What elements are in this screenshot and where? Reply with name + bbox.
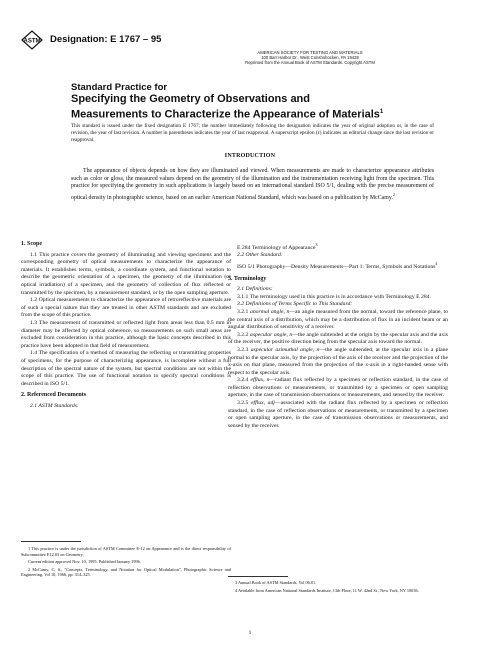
publisher-block: [210, 50, 410, 65]
reference-e284: E 284 Terminology of Appearance$^3$: [237, 242, 318, 251]
footnote-ref[interactable]: 1: [379, 109, 384, 115]
footnote-ref[interactable]: 4: [435, 261, 438, 267]
publisher-line: 100 Barr Harbor Dr., West Conshohocken, PA 19428: [261, 55, 359, 60]
left-column: [21, 241, 231, 410]
svg-text:ASTM: ASTM: [23, 38, 41, 45]
footnote-2: 2 McCamy, C. S., "Concepts, Terminology, and Notation for Optical Modulation", Photographic Science and Engineering, Vol 10, 1966, pp. 314–325.: [21, 566, 231, 578]
reference-iso: ISO 5/1 Photography—Density Measurements—Part 1: Terms, Symbols and Notations$^4$: [237, 261, 438, 270]
footnote-1-edition: Current edition approved Nov. 10, 1995. Published January 1996.: [28, 559, 141, 565]
footnote-divider: [21, 541, 81, 542]
footnote-3: 3 Annual Book of ASTM Standards, Vol 06.01.: [235, 580, 317, 585]
document-title: [71, 82, 451, 122]
astm-logo-icon: [20, 30, 44, 50]
page-number: 1: [248, 630, 252, 636]
paragraph-3-1: 3.1 Definitions:: [237, 286, 273, 293]
paragraph-1-3: 1.3 The measurement of transmitted or reflected light from areas less than 0.5 mm in diameter may be affected by optical coherence, so measurements on such small areas are excluded from consideration in this practice, although the basic concepts described in this practice have been adopted in that field of measurement.: [21, 319, 231, 349]
definition-efflux-noun: 3.2.4 efflux, n—radiant flux reflected by a specimen or reflection standard, in the case of reflection observations or measurements, or transmitted by a specimen or open sampling aperture, in the case of transmission observations or measurements, and sensed by the receiver.: [228, 377, 448, 399]
right-column: [228, 241, 448, 430]
publisher-line: Reprinted from the Annual Book of ASTM Standards. Copyright ASTM: [245, 60, 375, 65]
footnote-4: 4 Available from American National Standards Institute, 13th Floor, 11 W. 42nd St., New York, NY 10036.: [235, 587, 419, 593]
designation: Designation: E 1767 – 95: [50, 34, 162, 45]
publisher-line: AMERICAN SOCIETY FOR TESTING AND MATERIALS: [257, 50, 363, 55]
footnotes-right: [228, 580, 448, 595]
paragraph-1-2: 1.2 Optical measurements to characterize the appearance of retroreflective materials are of such a special nature that they are treated in other ASTM standards and are excluded from the scope of this practice.: [21, 297, 231, 319]
section-heading-terminology: 3. Terminology: [228, 275, 267, 282]
footnote-ref[interactable]: 3: [315, 242, 318, 247]
title-line-1: Standard Practice for: [71, 82, 168, 93]
issue-note: This standard is issued under the fixed designation E 1767; the number immediately following the designation indicates the year of original adoption or, in the case of revision, the year of last revision. A number in parentheses indicates the year of last reapproval. A superscript epsilon (ε) indicates an editorial change since the last revision or reapproval.: [71, 123, 434, 143]
title-line-2: Specifying the Geometry of Observations and: [71, 93, 310, 105]
paragraph-1-4: 1.4 The specification of a method of measuring the reflecting or transmitting properties of specimens, for the purpose of characterizing appearance, is incomplete without a full description of the spectral nature of the system, but spectral conditions are not within the scope of this practice. The use of functional notation to specify spectral conditions is described in ISO 5/1.: [21, 350, 231, 387]
paragraph-3-1-1: 3.1.1 The terminology used in this practice is in accordance with Terminology E 284.: [237, 293, 431, 300]
definition-aspecular-angle: 3.2.2 aspecular angle, n—the angle subtended at the origin by the specular axis and the axis of the receiver, the positive direction being from the specular axis toward the normal.: [228, 331, 448, 346]
section-heading-references: 2. Referenced Documents: [21, 392, 87, 399]
footnote-1: 1 This practice is under the jurisdiction of ASTM Committee E-12 on Appearance and is the direct responsibility of Subcommittee E12.03 on Geometry.: [21, 546, 231, 557]
introduction-heading: INTRODUCTION: [224, 153, 276, 159]
paragraph-2-2: 2.2 Other Standard:: [237, 252, 283, 259]
paragraph-1-1: 1.1 This practice covers the geometry of illuminating and viewing specimens and the corresponding geometry of optical measurements to characterize the appearance of materials. It establishes terms, symbols, a coordinate system, and functional notation to describe the geometric orientation of a specimen, the geometry of the illumination (or optical irradiation) of a specimen, and the geometry of collection of flux reflected or transmitted by the specimen, by a measurement standard, or by the open sampling aperture.: [21, 251, 231, 296]
title-line-3: Measurements to Characterize the Appearance of Materials$^1$: [71, 108, 384, 121]
paragraph-2-1: 2.1 ASTM Standards:: [30, 402, 79, 409]
definition-efflux-adj: 3.2.5 efflux, adj—associated with the radiant flux reflected by a specimen or reflection standard, in the case of reflection observations or measurements, or transmitted by a specimen or open sampling aperture, in the case of transmission observations or measurements, and sensed by the receiver.: [228, 400, 448, 429]
definition-anormal-angle: 3.2.1 anormal angle, n—an angle measured from the normal, toward the reference plane, to the central axis of a distribution, which may be a distribution of flux in an incident beam or an angular distribution of sensitivity of a receiver.: [228, 308, 448, 331]
section-heading-scope: 1. Scope: [21, 241, 42, 247]
paragraph-3-2: 3.2 Definitions of Terms Specific to This Standard:: [237, 301, 353, 308]
footnotes-left: [21, 546, 231, 580]
introduction-text: The appearance of objects depends on how they are illuminated and viewed. When measurements are made to characterize appearance attributes such as color or gloss, the measured values depend on the geometry of the illumination and the instrumentation receiving light from the specimen. This practice for specifying the geometry in such applications is largely based on an international standard ISO 5/1, dealing with the precise measurement of optical density in photographic science, based on an earlier American National Standard, which was based on a publication by McCamy.$^2$: [71, 168, 434, 202]
footnote-divider: [228, 576, 288, 577]
definition-aspecular-azimuthal-angle: 3.2.3 aspecular azimuthal angle, n—the angle subtended, at the specular axis in a plane normal to the specular axis, by the projection of the axis of the receiver and the projection of the x-axis on that plane, measured from the projection of the x-axis in a right-handed sense with respect to the specular axis.: [228, 346, 448, 376]
footnote-ref[interactable]: 2: [392, 192, 395, 198]
